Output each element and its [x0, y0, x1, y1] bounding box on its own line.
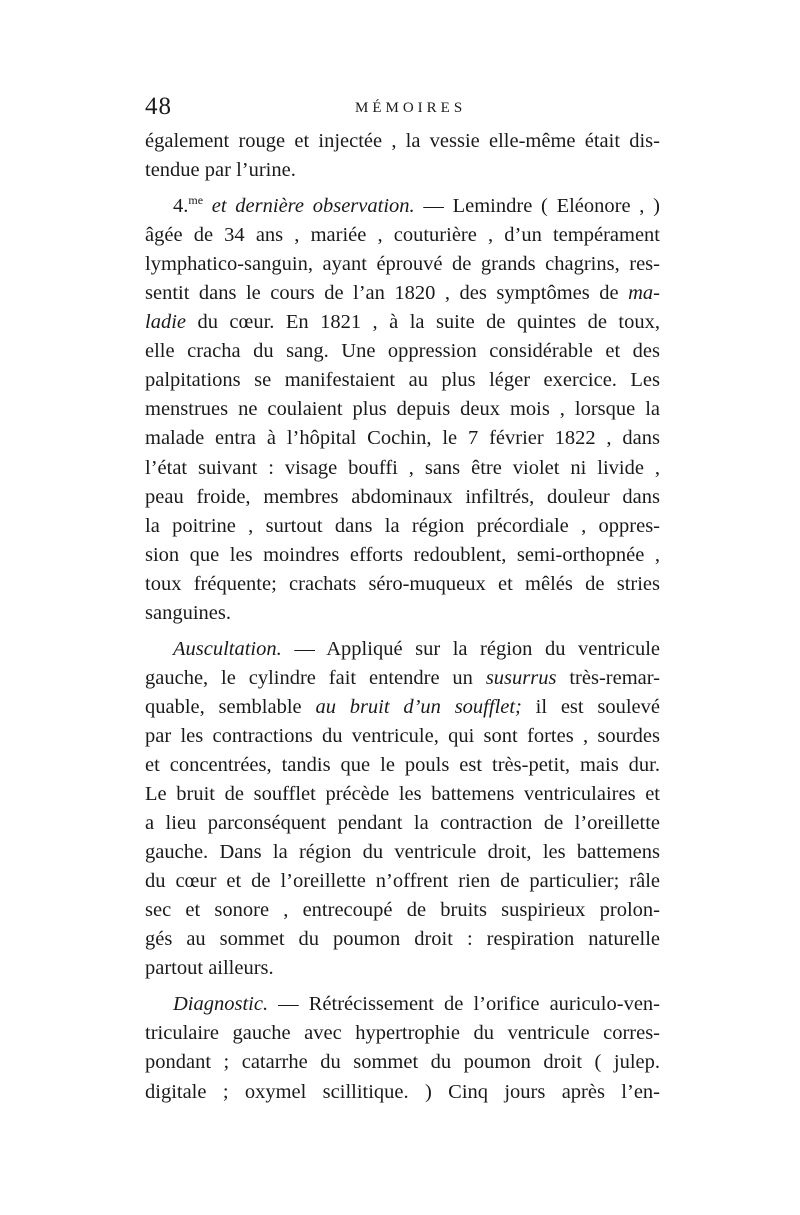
text-line: malade entra à l’hôpital Cochin, le 7 février 1822 , dans: [145, 427, 660, 450]
body-text: [145, 127, 660, 1107]
text-line: gauche. Dans la région du ventricule droit, les battemens: [145, 841, 660, 864]
text-line: a lieu parconséquent pendant la contraction de l’oreillette: [145, 812, 660, 835]
text-line: sec et sonore , entrecoupé de bruits suspirieux prolon-: [145, 899, 660, 922]
text-line: du cœur et de l’oreillette n’offrent rien de particulier; râle: [145, 870, 660, 893]
text-line: Le bruit de soufflet précède les battemens ventriculaires et: [145, 783, 660, 806]
text-line: gés au sommet du poumon droit : respiration naturelle: [145, 928, 660, 951]
diagnostic-heading-line: Diagnostic. — Rétrécissement de l’orifice auriculo-ven-: [173, 993, 660, 1016]
text-line: digitale ; oxymel scillitique. ) Cinq jours après l’en-: [145, 1080, 660, 1103]
text-line: elle cracha du sang. Une oppression considérable et des: [145, 340, 660, 363]
text-line: également rouge et injectée , la vessie elle-même était dis-: [145, 130, 660, 152]
observation-heading-line: 4.$^{me}$ et dernière observation. — Lemindre ( Eléonore , ): [173, 193, 660, 218]
text-line: quable, semblable au bruit d’un soufflet; il est soulevé: [145, 695, 660, 718]
text-line: âgée de 34 ans , mariée , couturière , d’un tempérament: [145, 224, 660, 247]
text-line: menstrues ne coulaient plus depuis deux mois , lorsque la: [145, 398, 660, 421]
text-line: sion que les moindres efforts redoublent, semi-orthopnée ,: [145, 543, 660, 566]
text-line: partout ailleurs.: [145, 957, 274, 980]
text-line: gauche, le cylindre fait entendre un susurrus très-remar-: [145, 666, 660, 689]
text-line: tendue par l’urine.: [145, 159, 296, 182]
page-header: [145, 92, 660, 124]
text-line: ladie du cœur. En 1821 , à la suite de quintes de toux,: [145, 311, 660, 334]
page-number: 48: [145, 93, 172, 120]
text-line: sanguines.: [145, 601, 231, 624]
text-line: sentit dans le cours de l’an 1820 , des symptômes de ma-: [145, 282, 660, 305]
text-line: toux fréquente; crachats séro-muqueux et mêlés de stries: [145, 572, 660, 595]
auscultation-heading-line: Auscultation. — Appliqué sur la région du ventricule: [173, 637, 660, 660]
text-line: palpitations se manifestaient au plus léger exercice. Les: [145, 369, 660, 392]
running-head: MÉMOIRES: [355, 100, 467, 116]
text-line: peau froide, membres abdominaux infiltrés, douleur dans: [145, 485, 660, 508]
text-line: pondant ; catarrhe du sommet du poumon droit ( julep.: [145, 1051, 660, 1074]
text-line: triculaire gauche avec hypertrophie du ventricule corres-: [145, 1022, 660, 1045]
text-line: la poitrine , surtout dans la région précordiale , oppres-: [145, 514, 660, 537]
text-line: lymphatico-sanguin, ayant éprouvé de grands chagrins, res-: [145, 253, 660, 276]
text-line: l’état suivant : visage bouffi , sans être violet ni livide ,: [145, 456, 660, 479]
text-line: et concentrées, tandis que le pouls est très-petit, mais dur.: [145, 753, 660, 776]
text-line: par les contractions du ventricule, qui sont fortes , sourdes: [145, 724, 660, 747]
